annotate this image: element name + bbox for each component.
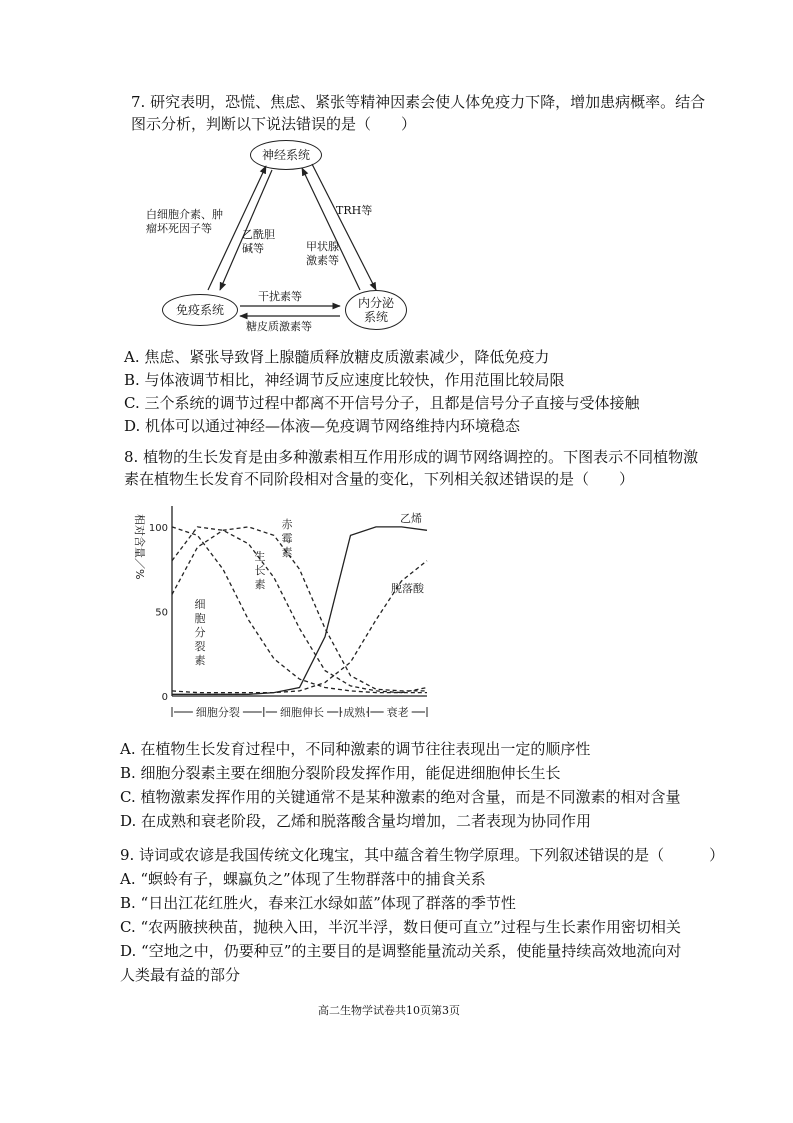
q9-option-d-line2: 人类最有益的部分	[120, 966, 241, 984]
q8-stem-line2: 素在植物生长发育不同阶段相对含量的变化，下列相关叙述错误的是（ ）	[124, 470, 635, 488]
y-tick-label: 50	[155, 607, 168, 619]
q8-hormone-chart	[122, 498, 442, 733]
q8-option-a: A. 在植物生长发育过程中，不同种激素的调节往往表现出一定的顺序性	[120, 740, 591, 758]
q9-option-a: A. “螟蛉有子，蜾蠃负之”体现了生物群落中的捕食关系	[120, 870, 486, 888]
label-interferon: 干扰素等	[258, 290, 302, 303]
label-interleukin: 白细胞介素、肿 瘤坏死因子等	[146, 208, 223, 235]
q7-option-d: D. 机体可以通过神经—体液—免疫调节网络维持内环境稳态	[124, 417, 521, 435]
node-immune-system: 免疫系统	[162, 294, 238, 326]
q9-stem: 9. 诗词或农谚是我国传统文化瑰宝，其中蕴含着生物学原理。下列叙述错误的是（ ）	[120, 846, 725, 864]
arrow-nerve-to-endocrine	[312, 164, 376, 290]
y-tick-label: 0	[161, 692, 168, 703]
q7-diagram	[140, 138, 430, 338]
q9-option-d: D. “空地之中，仍要种豆”的主要目的是调整能量流动关系，使能量持续高效地流向对	[120, 942, 682, 960]
arrow-endocrine-to-nerve	[302, 168, 360, 290]
q7-option-a: A. 焦虑、紧张导致肾上腺髓质释放糖皮质激素减少，降低免疫力	[124, 348, 550, 366]
stage-label: 衰老	[386, 706, 409, 719]
q7-stem-line2: 图示分析，判断以下说法错误的是（ ）	[131, 115, 417, 133]
q9-option-c: C. “农两腋挟秧苗，抛秧入田，半沉半浮，数日便可直立”过程与生长素作用密切相关	[120, 918, 681, 936]
stage-label: 细胞伸长	[280, 706, 325, 719]
label-trh: TRH等	[336, 204, 373, 217]
q9-option-b: B. “日出江花红胜火，春来江水绿如蓝”体现了群落的季节性	[120, 894, 516, 912]
label-gibberellin: 霉	[281, 532, 293, 545]
series-生长素	[172, 527, 427, 693]
label-cytokinin: 素	[194, 654, 206, 667]
q8-option-d: D. 在成熟和衰老阶段，乙烯和脱落酸含量均增加，二者表现为协同作用	[120, 812, 592, 830]
label-cytokinin: 分	[194, 626, 206, 639]
q8-option-c: C. 植物激素发挥作用的关键通常不是某种激素的绝对含量，而是不同激素的相对含量	[120, 788, 681, 806]
series-乙烯	[172, 527, 427, 694]
label-cytokinin: 胞	[194, 612, 206, 625]
q7-option-b: B. 与体液调节相比，神经调节反应速度比较快，作用范围比较局限	[124, 371, 565, 389]
label-auxin: 生	[254, 550, 266, 563]
stage-label: 成熟	[343, 706, 366, 719]
label-cytokinin: 裂	[194, 640, 206, 653]
label-gibberellin: 赤	[281, 518, 293, 531]
label-thyroid-hormone: 甲状腺 激素等	[306, 240, 339, 267]
q7-stem-line1: 7. 研究表明，恐慌、焦虑、紧张等精神因素会使人体免疫力下降，增加患病概率。结合	[131, 93, 706, 111]
node-endocrine-system: 内分泌系统	[345, 290, 407, 330]
series-脱落酸	[172, 561, 427, 693]
q8-option-b: B. 细胞分裂素主要在细胞分裂阶段发挥作用，能促进细胞伸长生长	[120, 764, 561, 782]
stage-label: 细胞分裂	[195, 706, 240, 719]
series-细胞分裂素	[172, 527, 427, 693]
label-glucocorticoid: 糖皮质激素等	[246, 320, 312, 333]
label-ethylene: 乙烯	[400, 512, 422, 525]
label-auxin: 长	[254, 564, 266, 577]
node-nerve-system: 神经系统	[250, 140, 322, 170]
label-acetylcholine: 乙酰胆 碱等	[242, 228, 275, 255]
y-tick-label: 100	[148, 522, 168, 534]
label-auxin: 素	[254, 578, 266, 591]
series-赤霉素	[172, 527, 427, 691]
label-abscisic-acid: 脱落酸	[391, 582, 424, 595]
page-footer: 高二生物学试卷共10页第3页	[318, 1004, 460, 1017]
label-cytokinin: 细	[194, 598, 206, 611]
y-axis-label: 相对含量／%	[133, 514, 146, 580]
label-gibberellin: 素	[281, 546, 293, 559]
q7-option-c: C. 三个系统的调节过程中都离不开信号分子，且都是信号分子直接与受体接触	[124, 394, 640, 412]
q8-stem-line1: 8. 植物的生长发育是由多种激素相互作用形成的调节网络调控的。下图表示不同植物激	[124, 448, 699, 466]
